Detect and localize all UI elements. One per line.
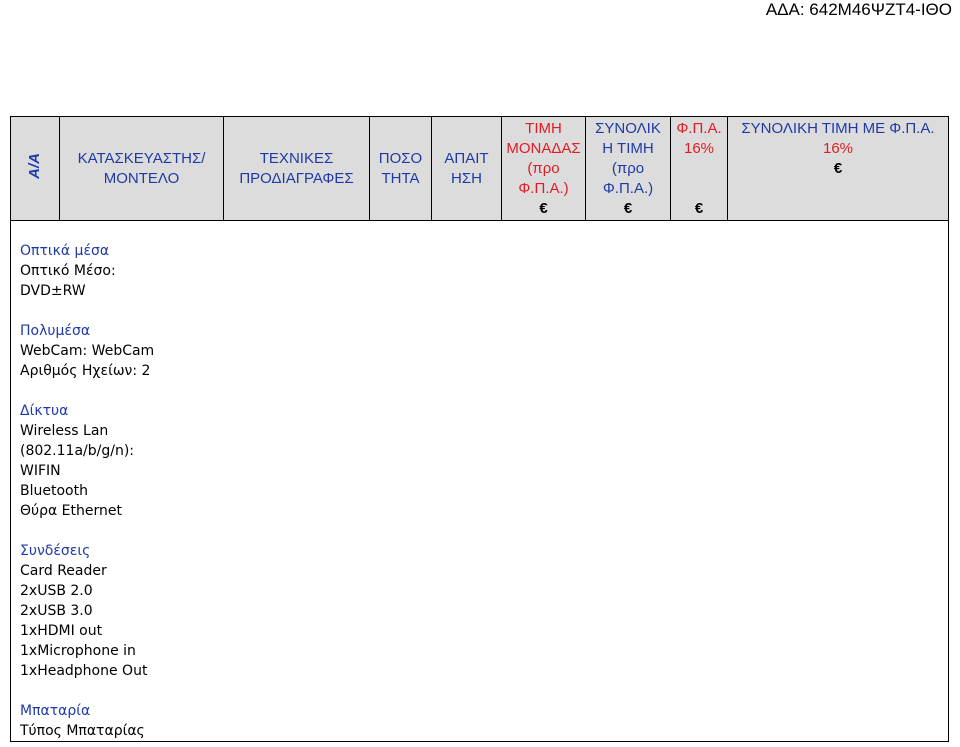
euro-symbol: €	[833, 160, 843, 177]
euro-symbol: €	[694, 200, 704, 217]
header-technical-specs: ΤΕΧΝΙΚΕΣ ΠΡΟΔΙΑΓΡΑΦΕΣ	[224, 117, 370, 221]
specifications-table	[10, 116, 949, 742]
spec-section-battery: Μπαταρία Τύπος Μπαταρίας	[20, 703, 145, 739]
table-row	[11, 221, 949, 742]
spec-section-connections: Συνδέσεις Card Reader 2xUSB 2.0 2xUSB 3.0 1xHDMI out 1xMicrophone in 1xHeadphone Out	[20, 543, 148, 679]
header-aa: Α/Α	[11, 117, 60, 221]
spec-section-networks: Δίκτυα Wireless Lan (802.11a/b/g/n): WIFIN Bluetooth Θύρα Ethernet	[20, 403, 135, 519]
euro-symbol: €	[623, 199, 633, 217]
euro-symbol: €	[539, 199, 548, 217]
document-id-watermark: ΑΔΑ: 642Μ46ΨΖΤ4-ΙΘΟ	[765, 0, 952, 19]
spec-section-multimedia: Πολυμέσα WebCam: WebCam Αριθμός Ηχείων: 2	[20, 323, 155, 379]
spec-section-optical: Οπτικά μέσα Οπτικό Μέσο: DVD±RW	[20, 243, 116, 299]
header-quantity: ΠΟΣΟ ΤΗΤΑ	[370, 117, 432, 221]
header-total-with-vat: ΣΥΝΟΛΙΚΗ ΤΙΜΗ ΜΕ Φ.Π.Α. 16% €	[728, 117, 949, 221]
header-vat: Φ.Π.Α. 16% €	[671, 117, 728, 221]
header-total-price: ΣΥΝΟΛΙΚ Η ΤΙΜΗ (προ Φ.Π.Α.) €	[586, 117, 671, 221]
header-requirement: ΑΠΑΙΤ ΗΣΗ	[432, 117, 502, 221]
specs-cell	[11, 221, 949, 742]
header-unit-price: ΤΙΜΗ ΜΟΝΑΔΑΣ (προ Φ.Π.Α.) €	[502, 117, 586, 221]
header-manufacturer: ΚΑΤΑΣΚΕΥΑΣΤΗΣ/ ΜΟΝΤΕΛΟ	[60, 117, 224, 221]
header-row	[11, 117, 949, 221]
specs-list	[11, 221, 948, 741]
